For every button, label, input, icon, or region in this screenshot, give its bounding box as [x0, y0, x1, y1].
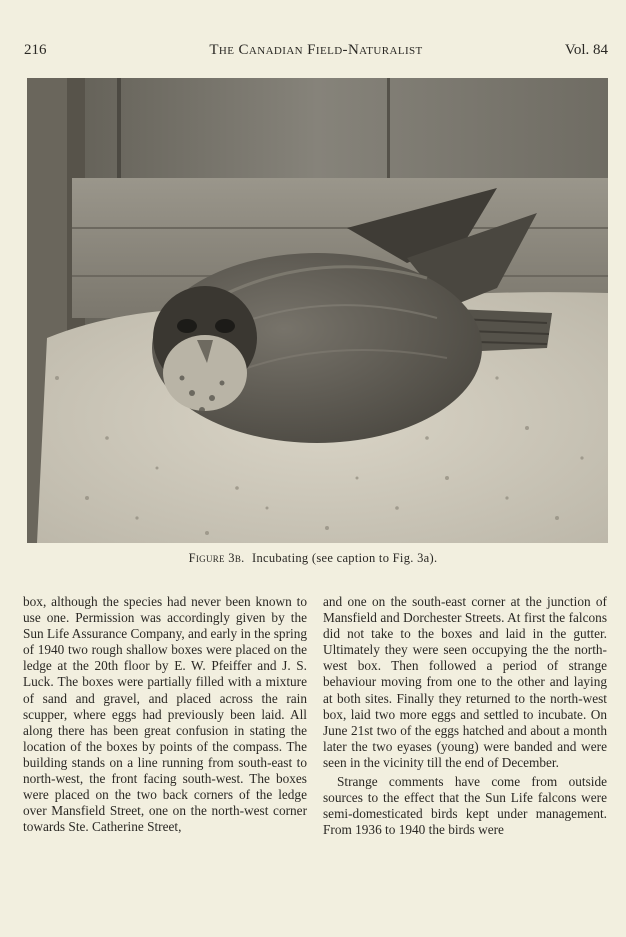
left-column	[23, 594, 307, 835]
falcon-photograph	[27, 78, 608, 543]
falcon-photo-image	[27, 78, 608, 543]
figure-caption	[0, 551, 626, 566]
left-column-paragraph: box, although the species had never been known to use one. Permission was accordingly given by the Sun Life Assurance Company, and early in the spring of 1940 two rough shallow boxes were placed on the ledge at the 20th floor by E. W. Pfeiffer and J. S. Luck. The boxes were partially filled with a mixture of sand and gravel, and placed across the rain scupper, where eggs had previously been laid. All along there has been great confusion in stating the location of the boxes by points of the compass. The building stands on a line running from south-east to north-west, the front facing south-west. The boxes were placed on the two back corners of the ledge over Mansfield Street, one on the north-west corner towards Ste. Catherine Street,	[23, 594, 307, 835]
right-column-paragraph-1: and one on the south-east corner at the junction of Mansfield and Dorchester Streets. At first the falcons did not take to the boxes and laid in the gutter. Ultimately they were seen occupying the the north-west box. Then followed a period of strange behaviour moving from one to the other and laying at both sites. Finally they returned to the north-west box, laid two more eggs and settled to incubate. On June 21st two of the eggs hatched and about a month later the two eyases (young) were banded and were seen in the vicinity till the end of December.	[323, 594, 607, 770]
page-header	[24, 42, 608, 62]
right-column	[323, 594, 607, 838]
right-column-paragraph-2: Strange comments have come from outside sources to the effect that the Sun Life falcons were semi-domesticated birds kept under management. From 1936 to 1940 the birds were	[323, 774, 607, 838]
figure-caption-text: Incubating (see caption to Fig. 3a).	[251, 551, 438, 565]
volume-label: Vol. 84	[564, 42, 608, 58]
journal-title: The Canadian Field-Naturalist	[209, 42, 423, 58]
figure-label: Figure 3b.	[188, 551, 245, 565]
page-number: 216	[24, 42, 47, 58]
